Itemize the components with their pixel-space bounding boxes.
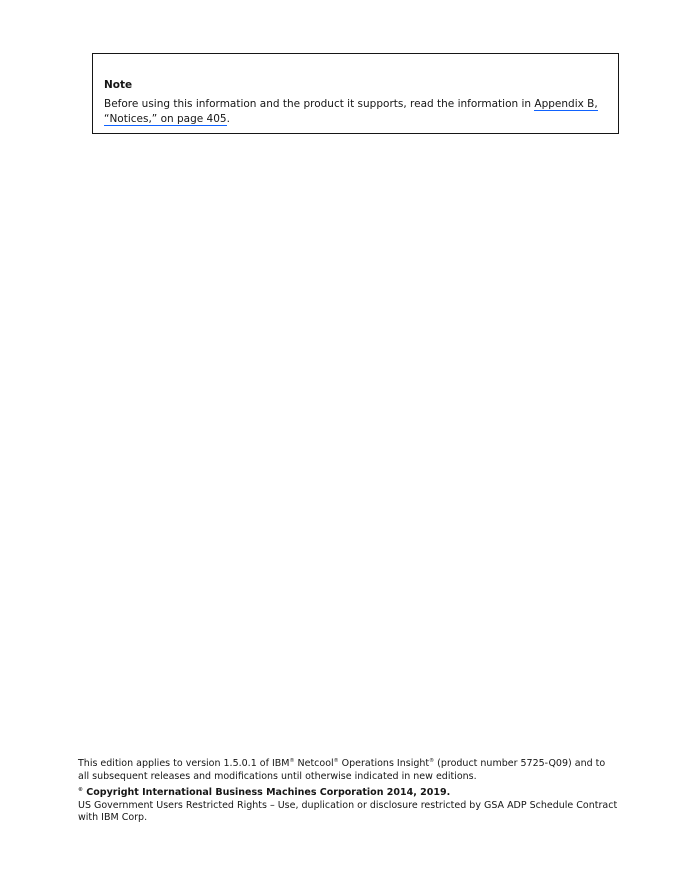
notices-appendix-link[interactable]: Appendix B, “Notices,” on page 405 <box>104 98 598 125</box>
edition-part-1: This edition applies to version 1.5.0.1 of IBM <box>78 758 290 769</box>
registered-mark-ibm: ® <box>289 758 295 764</box>
restricted-rights-notice: US Government Users Restricted Rights – Use, duplication or disclosure restricted by GSA ADP Schedule Contract with IBM Corp. <box>78 799 618 823</box>
edition-part-4: (product number 5725-Q09) and to all subsequent releases and modifications until otherwise indicated in new editions. <box>78 758 606 782</box>
copyright-text: Copyright International Business Machines Corporation 2014, 2019. <box>83 787 451 798</box>
edition-notice <box>78 758 618 825</box>
note-title: Note <box>104 79 133 91</box>
edition-part-3: Operations Insight <box>338 758 430 769</box>
copyright-line <box>78 787 618 800</box>
note-box <box>92 53 619 134</box>
edition-part-2: Netcool <box>294 758 334 769</box>
copyright-symbol: © <box>78 787 83 793</box>
note-text-after: . <box>226 112 230 125</box>
registered-mark-operations-insight: ® <box>429 758 435 764</box>
edition-statement <box>78 758 618 783</box>
note-body <box>104 97 607 126</box>
note-text-before: Before using this information and the product it supports, read the information in <box>104 98 535 110</box>
registered-mark-netcool: ® <box>333 758 339 764</box>
